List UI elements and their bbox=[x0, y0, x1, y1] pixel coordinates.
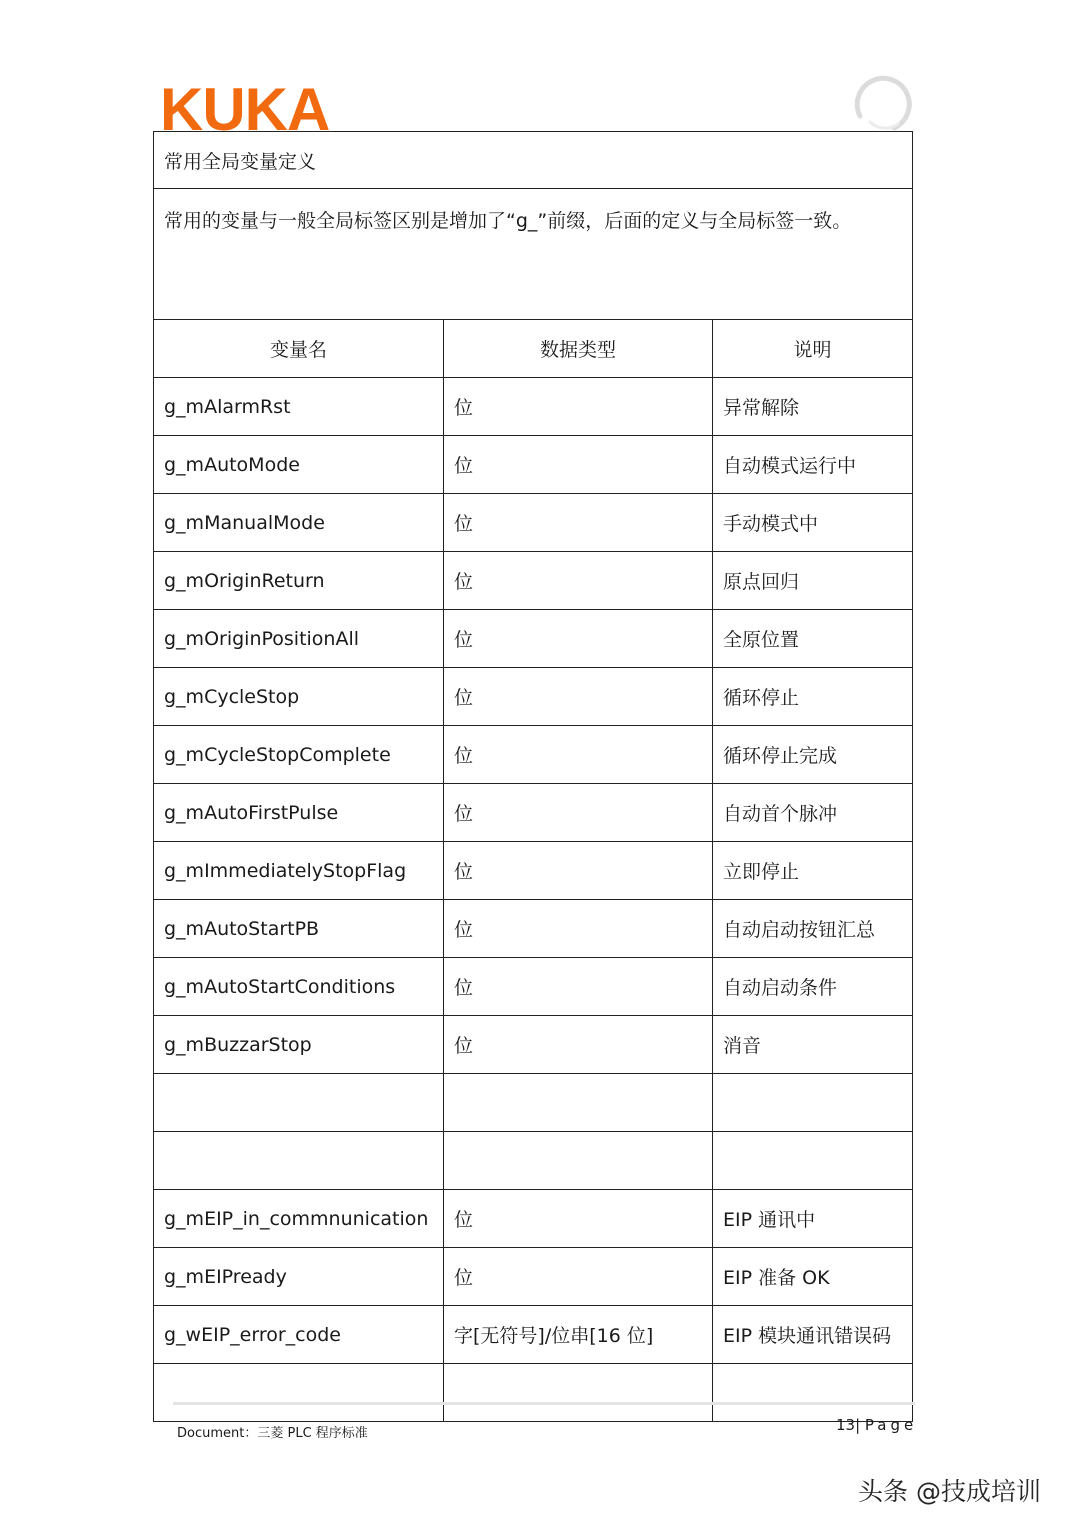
description-cell bbox=[713, 1074, 913, 1132]
variable-name-cell: g_mCycleStop bbox=[154, 668, 444, 726]
variable-name-cell: g_mAutoStartConditions bbox=[154, 958, 444, 1016]
swirl-icon bbox=[848, 70, 914, 136]
description-cell: 循环停止 bbox=[713, 668, 913, 726]
data-type-cell bbox=[444, 1074, 713, 1132]
table-row bbox=[154, 1016, 913, 1074]
table-row bbox=[154, 900, 913, 958]
table-row bbox=[154, 1074, 913, 1132]
description-cell: EIP 准备 OK bbox=[713, 1248, 913, 1306]
data-type-cell: 位 bbox=[444, 958, 713, 1016]
description-cell: 手动模式中 bbox=[713, 494, 913, 552]
description-cell: 自动启动条件 bbox=[713, 958, 913, 1016]
table-row bbox=[154, 1364, 913, 1422]
data-type-cell: 位 bbox=[444, 900, 713, 958]
description-cell: 自动启动按钮汇总 bbox=[713, 900, 913, 958]
variable-name-cell: g_mCycleStopComplete bbox=[154, 726, 444, 784]
variable-name-cell: g_mEIP_in_commnunication bbox=[154, 1190, 444, 1248]
description-cell: 立即停止 bbox=[713, 842, 913, 900]
data-type-cell: 位 bbox=[444, 1016, 713, 1074]
table-row bbox=[154, 1248, 913, 1306]
variable-name-cell: g_mOriginPositionAll bbox=[154, 610, 444, 668]
data-type-cell: 位 bbox=[444, 842, 713, 900]
data-type-cell: 位 bbox=[444, 784, 713, 842]
description-cell: EIP 通讯中 bbox=[713, 1190, 913, 1248]
table-row bbox=[154, 842, 913, 900]
data-type-cell: 位 bbox=[444, 610, 713, 668]
data-type-cell: 位 bbox=[444, 726, 713, 784]
footer-page-number bbox=[836, 1416, 917, 1434]
data-type-cell: 位 bbox=[444, 1190, 713, 1248]
variable-name-cell bbox=[154, 1074, 444, 1132]
data-type-cell bbox=[444, 1364, 713, 1422]
table-row bbox=[154, 668, 913, 726]
data-type-cell: 位 bbox=[444, 1248, 713, 1306]
description-cell: 全原位置 bbox=[713, 610, 913, 668]
description-cell: 自动首个脉冲 bbox=[713, 784, 913, 842]
variable-name-cell: g_wEIP_error_code bbox=[154, 1306, 444, 1364]
footer-divider bbox=[173, 1402, 915, 1405]
description-cell: 消音 bbox=[713, 1016, 913, 1074]
description-cell: 自动模式运行中 bbox=[713, 436, 913, 494]
variable-name-cell: g_mEIPready bbox=[154, 1248, 444, 1306]
table-row bbox=[154, 784, 913, 842]
column-header-description: 说明 bbox=[713, 320, 913, 378]
table-row bbox=[154, 494, 913, 552]
kuka-logo: KUKA bbox=[160, 76, 330, 143]
column-header-data-type: 数据类型 bbox=[444, 320, 713, 378]
description-cell: 循环停止完成 bbox=[713, 726, 913, 784]
variable-name-cell: g_mOriginReturn bbox=[154, 552, 444, 610]
data-type-cell: 位 bbox=[444, 552, 713, 610]
footer-document-label: Document：三菱 PLC 程序标准 bbox=[177, 1426, 368, 1441]
data-type-cell bbox=[444, 1132, 713, 1190]
table-header-row bbox=[154, 320, 913, 378]
table-row bbox=[154, 1132, 913, 1190]
data-type-cell: 位 bbox=[444, 378, 713, 436]
description-cell: EIP 模块通讯错误码 bbox=[713, 1306, 913, 1364]
table-row bbox=[154, 610, 913, 668]
section-title: 常用全局变量定义 bbox=[154, 132, 913, 189]
variable-table bbox=[153, 131, 913, 1422]
variable-name-cell: g_mBuzzarStop bbox=[154, 1016, 444, 1074]
table-row bbox=[154, 436, 913, 494]
table-row bbox=[154, 1190, 913, 1248]
section-title-row bbox=[154, 132, 913, 189]
page-word: Page bbox=[864, 1416, 918, 1434]
watermark-text: 头条 @技成培训 bbox=[858, 1477, 1041, 1506]
page-number: 13| bbox=[836, 1416, 861, 1434]
variable-name-cell: g_mAutoFirstPulse bbox=[154, 784, 444, 842]
data-type-cell: 位 bbox=[444, 436, 713, 494]
table-row bbox=[154, 1306, 913, 1364]
data-type-cell: 位 bbox=[444, 494, 713, 552]
variable-name-cell bbox=[154, 1132, 444, 1190]
variable-name-cell: g_mAlarmRst bbox=[154, 378, 444, 436]
variable-name-cell bbox=[154, 1364, 444, 1422]
section-description-row bbox=[154, 189, 913, 320]
description-cell bbox=[713, 1364, 913, 1422]
column-header-variable-name: 变量名 bbox=[154, 320, 444, 378]
table-row bbox=[154, 378, 913, 436]
table-row bbox=[154, 552, 913, 610]
variable-name-cell: g_mImmediatelyStopFlag bbox=[154, 842, 444, 900]
table-row bbox=[154, 958, 913, 1016]
description-cell bbox=[713, 1132, 913, 1190]
data-type-cell: 位 bbox=[444, 668, 713, 726]
table-row bbox=[154, 726, 913, 784]
variable-name-cell: g_mManualMode bbox=[154, 494, 444, 552]
variable-name-cell: g_mAutoStartPB bbox=[154, 900, 444, 958]
section-description: 常用的变量与一般全局标签区别是增加了“g_”前缀，后面的定义与全局标签一致。 bbox=[154, 189, 913, 320]
variable-name-cell: g_mAutoMode bbox=[154, 436, 444, 494]
description-cell: 异常解除 bbox=[713, 378, 913, 436]
data-type-cell: 字[无符号]/位串[16 位] bbox=[444, 1306, 713, 1364]
description-cell: 原点回归 bbox=[713, 552, 913, 610]
